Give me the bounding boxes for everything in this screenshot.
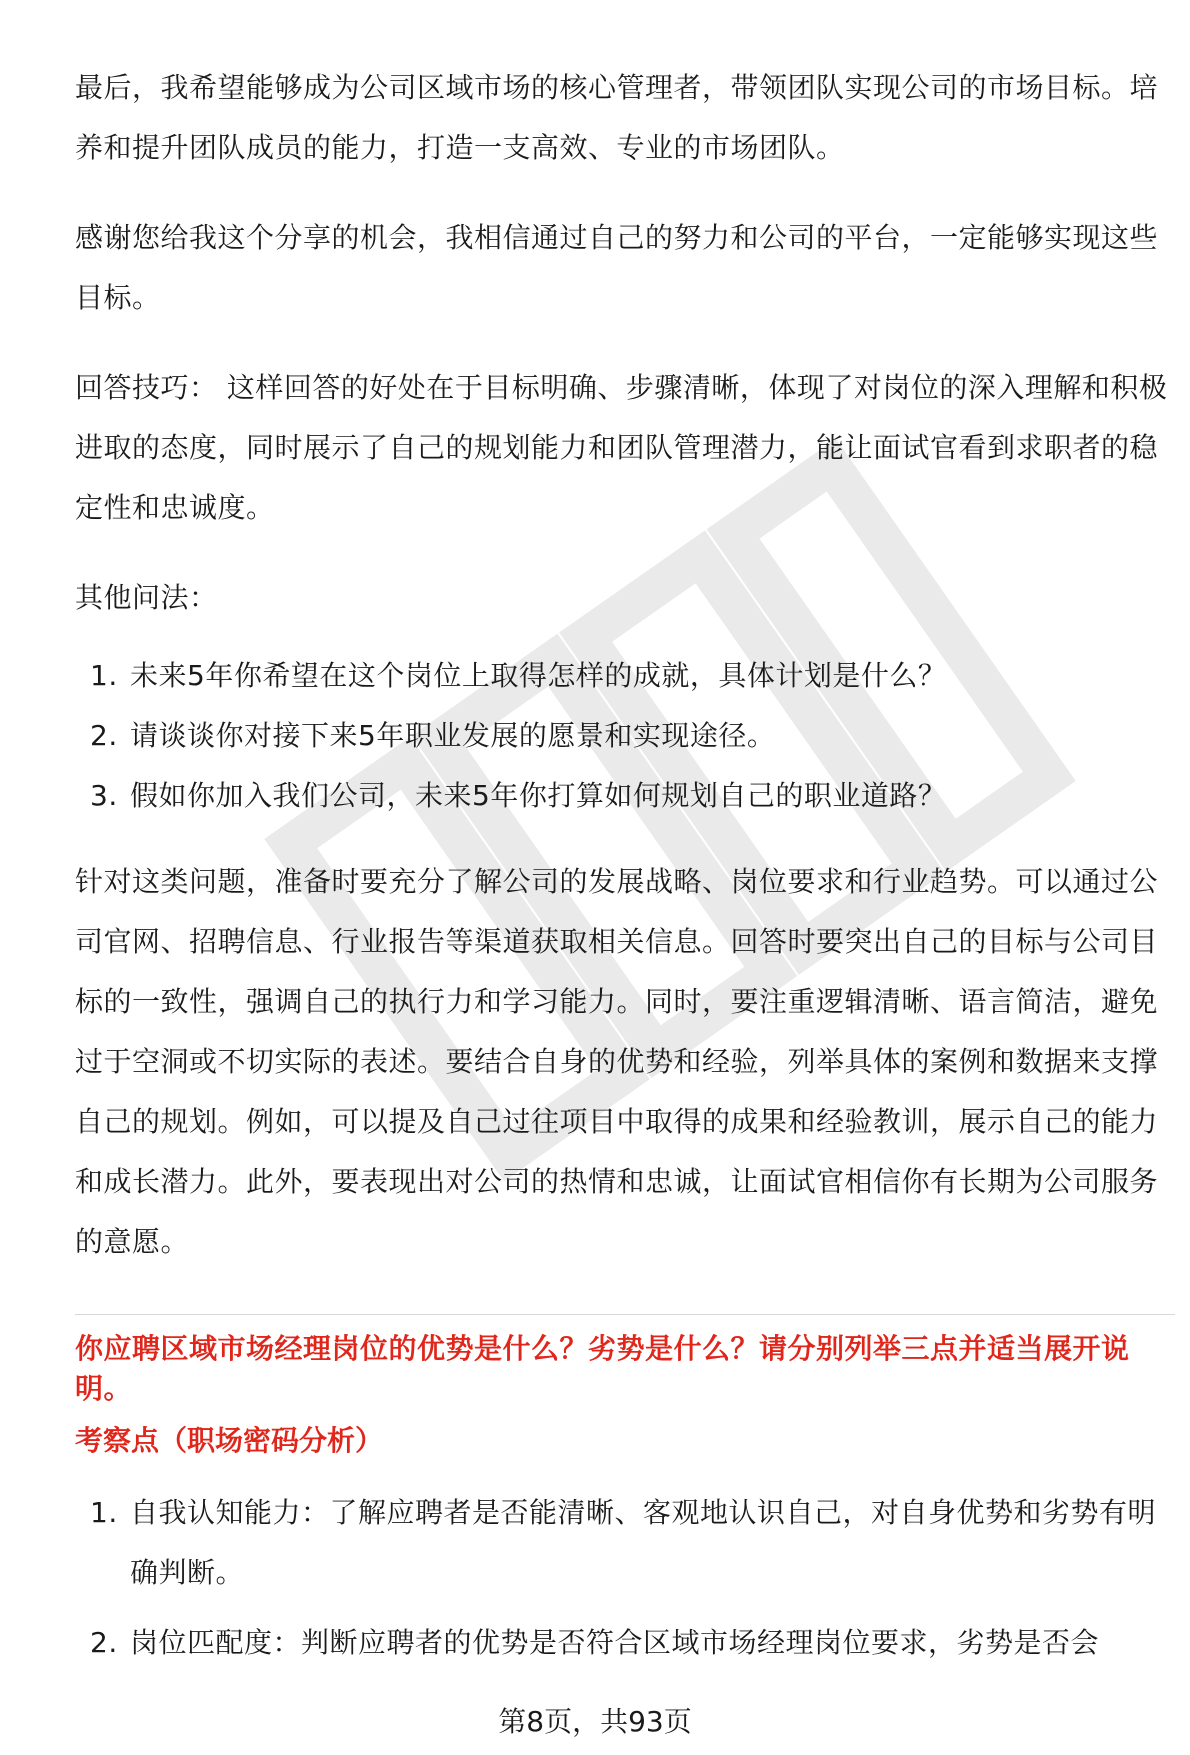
paragraph-answer-tips: 回答技巧： 这样回答的好处在于目标明确、步骤清晰，体现了对岗位的深入理解和积极进取的态度，同时展示了自己的规划能力和团队管理潜力，能让面试官看到求职者的稳定性和忠诚度。 (75, 371, 1168, 524)
list-number: 2. (90, 1626, 118, 1659)
list-item (75, 646, 1175, 706)
question-heading: 你应聘区域市场经理岗位的优势是什么？劣势是什么？请分别列举三点并适当展开说明。 (75, 1332, 1130, 1405)
paragraph-other-asks-label: 其他问法： (75, 581, 218, 614)
list-item-text: 自我认知能力：了解应聘者是否能清晰、客观地认识自己，对自身优势和劣势有明确判断。 (130, 1496, 1157, 1589)
paragraph-conclusion: 最后，我希望能够成为公司区域市场的核心管理者，带领团队实现公司的市场目标。培养和提升团队成员的能力，打造一支高效、专业的市场团队。 (75, 71, 1159, 164)
page-footer: 第8页，共93页 (498, 1705, 692, 1738)
list-item-text: 请谈谈你对接下来5年职业发展的愿景和实现途径。 (130, 719, 776, 752)
list-number: 1. (90, 659, 118, 692)
exam-points-list (75, 1483, 1175, 1673)
list-item (75, 1613, 1175, 1673)
list-number: 3. (90, 779, 118, 812)
exam-points-heading: 考察点（职场密码分析） (75, 1424, 384, 1457)
paragraph-thanks: 感谢您给我这个分享的机会，我相信通过自己的努力和公司的平台，一定能够实现这些目标。 (75, 221, 1159, 314)
list-number: 1. (90, 1496, 118, 1529)
list-item-text: 岗位匹配度：判断应聘者的优势是否符合区域市场经理岗位要求，劣势是否会 (130, 1626, 1100, 1659)
list-item (75, 706, 1175, 766)
list-item-text: 未来5年你希望在这个岗位上取得怎样的成就，具体计划是什么？ (130, 659, 947, 692)
other-questions-list (75, 646, 1175, 826)
main-content (75, 58, 1175, 1673)
list-item (75, 1483, 1175, 1603)
list-number: 2. (90, 719, 118, 752)
list-item-text: 假如你加入我们公司，未来5年你打算如何规划自己的职业道路？ (130, 779, 947, 812)
paragraph-advice: 针对这类问题，准备时要充分了解公司的发展战略、岗位要求和行业趋势。可以通过公司官网、招聘信息、行业报告等渠道获取相关信息。回答时要突出自己的目标与公司目标的一致性，强调自己的执行力和学习能力。同时，要注重逻辑清晰、语言简洁，避免过于空洞或不切实际的表述。要结合自身的优势和经验，列举具体的案例和数据来支撑自己的规划。例如，可以提及自己过往项目中取得的成果和经验教训，展示自己的能力和成长潜力。此外，要表现出对公司的热情和忠诚，让面试官相信你有长期为公司服务的意愿。 (75, 865, 1159, 1258)
list-item (75, 766, 1175, 826)
